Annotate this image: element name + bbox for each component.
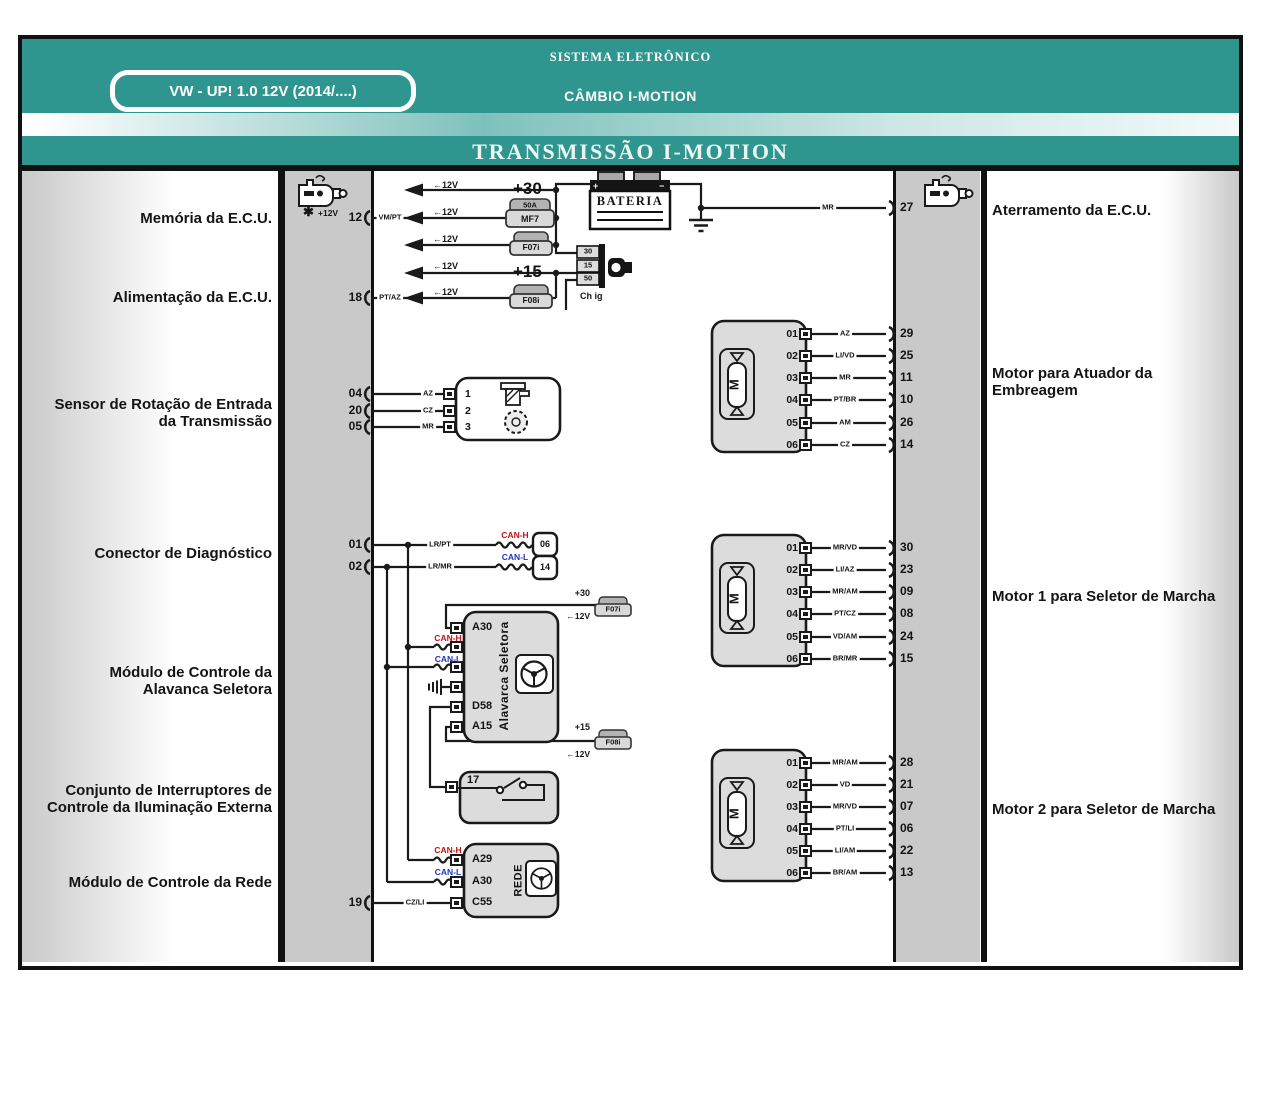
can-h-label: CAN-H bbox=[434, 633, 462, 644]
wire-label: CZ/LI bbox=[405, 897, 425, 907]
ecu-pin: 24 bbox=[900, 629, 914, 643]
label-motor-atuador: Motor para Atuador da bbox=[992, 365, 1153, 382]
ecu-pin-05: 05 bbox=[348, 419, 362, 433]
label-alavanca: Módulo de Controle da bbox=[109, 664, 272, 681]
wire-label: AM bbox=[839, 417, 851, 427]
wire-label: LI/VD bbox=[835, 350, 855, 360]
fuse-f08-label: F08i bbox=[522, 295, 540, 306]
fuse-f07-label: F07i bbox=[605, 604, 621, 614]
sensor-terminal-2: 2 bbox=[465, 405, 471, 417]
gearbox-icon bbox=[925, 176, 973, 206]
wire-label: MR/AM bbox=[832, 586, 858, 596]
alavanca-vertical-label: Alavarca Seletora bbox=[497, 621, 512, 731]
ecu-pin-02: 02 bbox=[348, 559, 362, 573]
can-l-label: CAN-L bbox=[434, 654, 462, 665]
system-label: SISTEMA ELETRÔNICO bbox=[549, 50, 712, 64]
ecu-pin: 08 bbox=[900, 606, 914, 620]
model-text: VW - UP! 1.0 12V (2014/....) bbox=[169, 82, 357, 100]
ecu-pin: 13 bbox=[900, 865, 914, 879]
ecu-pin: 07 bbox=[900, 799, 914, 813]
ecu-pin: 06 bbox=[900, 821, 914, 835]
v12-label: ←12V bbox=[433, 261, 459, 271]
motor-pin: 02 bbox=[786, 350, 798, 362]
ecu-pin-19: 19 bbox=[348, 895, 362, 909]
ecu-pin: 21 bbox=[900, 777, 914, 791]
wire-label: LR/MR bbox=[428, 561, 452, 571]
wire-label: LR/PT bbox=[429, 539, 451, 549]
rede-pin-c55: C55 bbox=[472, 896, 493, 908]
label-diagnostico: Conector de Diagnóstico bbox=[94, 545, 272, 562]
ecu-pin: 14 bbox=[900, 437, 914, 451]
label-sensor: Sensor de Rotação de Entrada bbox=[54, 396, 272, 413]
motor-pin: 02 bbox=[786, 779, 798, 791]
wire-label: PT/AZ bbox=[379, 292, 401, 302]
motor-pin: 05 bbox=[786, 631, 798, 643]
motor-m-label: M bbox=[726, 378, 742, 391]
motor-pin: 04 bbox=[786, 394, 798, 406]
v12-label: ←12V bbox=[566, 611, 590, 621]
wire-label: AZ bbox=[840, 328, 850, 338]
plus15-label: +15 bbox=[513, 262, 542, 281]
battery-plus: + bbox=[593, 181, 599, 191]
fuse-f07-label: F07i bbox=[522, 242, 540, 253]
battery-label: BATERIA bbox=[596, 193, 664, 208]
ign-terminal-50: 50 bbox=[583, 273, 593, 283]
motor-pin: 04 bbox=[786, 608, 798, 620]
ecu-pin-12: 12 bbox=[348, 210, 362, 224]
ground-symbol bbox=[689, 220, 713, 231]
wire-label: CZ bbox=[423, 405, 433, 415]
steering-wheel-icon bbox=[531, 868, 552, 889]
motor-pin: 02 bbox=[786, 564, 798, 576]
plus30-label: +30 bbox=[513, 179, 542, 198]
label-rede: Módulo de Controle da Rede bbox=[68, 874, 272, 891]
wire-label: MR/VD bbox=[832, 801, 858, 811]
can-h-label: CAN-H bbox=[501, 530, 529, 541]
ecu-pin: 28 bbox=[900, 755, 914, 769]
wire-label: MR/VD bbox=[832, 542, 858, 552]
ecu-pin-01: 01 bbox=[348, 537, 362, 551]
motor-pin: 01 bbox=[786, 328, 798, 340]
motor-m-label: M bbox=[726, 807, 742, 820]
wire-label: VM/PT bbox=[378, 212, 402, 222]
ecu-pin-27: 27 bbox=[900, 200, 914, 214]
fuse-amp-label: 50A bbox=[523, 200, 537, 210]
ecu-pin-18: 18 bbox=[348, 290, 362, 304]
wire-label: MR bbox=[839, 372, 851, 382]
can-l-label: CAN-L bbox=[501, 552, 529, 563]
ignition-label: Ch ig bbox=[580, 291, 603, 301]
wire-label: BR/MR bbox=[832, 653, 858, 663]
label-motor2: Motor 2 para Seletor de Marcha bbox=[992, 801, 1216, 818]
diag-terminal-06: 06 bbox=[539, 538, 551, 549]
wire-label: LI/AZ bbox=[835, 564, 855, 574]
motor-pin: 05 bbox=[786, 845, 798, 857]
feed-arrows bbox=[404, 184, 423, 305]
v12-label: ←12V bbox=[566, 749, 590, 759]
v12-label: ←12V bbox=[433, 207, 459, 217]
v12-label: ←12V bbox=[433, 180, 459, 190]
wire-label: CZ bbox=[840, 439, 850, 449]
sensor-terminal-1: 1 bbox=[465, 388, 471, 400]
label-iluminacao: Conjunto de Interruptores de bbox=[65, 782, 272, 799]
battery-minus: − bbox=[659, 181, 665, 191]
wire-label: MR bbox=[822, 202, 834, 212]
ecu-pin: 09 bbox=[900, 584, 914, 598]
fuse-mf7-label: MF7 bbox=[521, 213, 539, 224]
label-motor1: Motor 1 para Seletor de Marcha bbox=[992, 588, 1216, 605]
label-motor-atuador-2: Embreagem bbox=[992, 382, 1078, 399]
star-12v-label: +12V bbox=[318, 208, 339, 218]
pin-socket-arcs bbox=[365, 201, 894, 910]
ecu-pin: 15 bbox=[900, 651, 914, 665]
motor-pin: 05 bbox=[786, 417, 798, 429]
wire-label: PT/LI bbox=[835, 823, 855, 833]
ecu-pin: 30 bbox=[900, 540, 914, 554]
diag-terminal-14: 14 bbox=[539, 561, 551, 572]
ecu-pin: 10 bbox=[900, 392, 914, 406]
v12-label: ←12V bbox=[433, 287, 459, 297]
motor-pin: 06 bbox=[786, 439, 798, 451]
label-alavanca-2: Alavanca Seletora bbox=[142, 681, 272, 698]
motor-pin: 03 bbox=[786, 801, 798, 813]
plus15-small: +15 bbox=[574, 722, 590, 732]
label-memoria: Memória da E.C.U. bbox=[140, 210, 272, 227]
wire-label: MR bbox=[422, 421, 434, 431]
gearbox-icon bbox=[299, 176, 347, 206]
key-icon bbox=[608, 258, 632, 277]
motor-pin: 01 bbox=[786, 757, 798, 769]
wire-label: VD/AM bbox=[832, 631, 858, 641]
ecu-pin: 22 bbox=[900, 843, 914, 857]
wire-label: BR/AM bbox=[832, 867, 858, 877]
fuse-f08-label: F08i bbox=[605, 737, 621, 747]
motor-pin: 06 bbox=[786, 653, 798, 665]
can-h-label: CAN-H bbox=[434, 845, 462, 856]
label-sensor-2: da Transmissão bbox=[158, 413, 272, 430]
wire-label: PT/CZ bbox=[834, 608, 856, 618]
sensor-terminal-3: 3 bbox=[465, 421, 471, 433]
wire-label: MR/AM bbox=[832, 757, 858, 767]
motor-pin: 06 bbox=[786, 867, 798, 879]
rede-pin-a30: A30 bbox=[472, 875, 493, 887]
ign-terminal-30: 30 bbox=[583, 246, 593, 256]
ecu-pin-04: 04 bbox=[348, 386, 362, 400]
ecu-pin-20: 20 bbox=[348, 403, 362, 417]
motor-pin: 03 bbox=[786, 372, 798, 384]
plus30-small: +30 bbox=[574, 588, 590, 598]
chassis-ground-icon bbox=[429, 679, 441, 695]
page-title: TRANSMISSÃO I-MOTION bbox=[472, 139, 789, 164]
motor-pin: 04 bbox=[786, 823, 798, 835]
ecu-pin: 23 bbox=[900, 562, 914, 576]
v12-label: ←12V bbox=[433, 234, 459, 244]
wire-label: LI/AM bbox=[834, 845, 856, 855]
ign-terminal-15: 15 bbox=[583, 260, 593, 270]
alavanca-pin-a15: A15 bbox=[472, 720, 493, 732]
steering-wheel-icon bbox=[522, 662, 547, 687]
wire-label: VD bbox=[839, 779, 851, 789]
label-alimentacao: Alimentação da E.C.U. bbox=[112, 289, 272, 306]
switch-pin-17: 17 bbox=[467, 774, 480, 786]
alavanca-pin-a30: A30 bbox=[472, 621, 493, 633]
rede-vertical-label: REDE bbox=[512, 864, 525, 897]
subtitle: CÂMBIO I-MOTION bbox=[564, 88, 697, 104]
wire-label: AZ bbox=[423, 388, 433, 398]
star-icon: ✱ bbox=[303, 204, 314, 219]
ecu-pin: 26 bbox=[900, 415, 914, 429]
wire-label: PT/BR bbox=[833, 394, 857, 404]
label-aterramento: Aterramento da E.C.U. bbox=[992, 202, 1152, 219]
ecu-pin: 11 bbox=[900, 370, 913, 384]
motor-pin: 03 bbox=[786, 586, 798, 598]
ecu-pin: 25 bbox=[900, 348, 914, 362]
motor-pin: 01 bbox=[786, 542, 798, 554]
label-iluminacao-2: Controle da Iluminação Externa bbox=[46, 799, 272, 816]
alavanca-pin-d58: D58 bbox=[472, 700, 493, 712]
can-l-label: CAN-L bbox=[434, 867, 462, 878]
rede-pin-a29: A29 bbox=[472, 853, 493, 865]
ecu-pin: 29 bbox=[900, 326, 914, 340]
motor-m-label: M bbox=[726, 592, 742, 605]
